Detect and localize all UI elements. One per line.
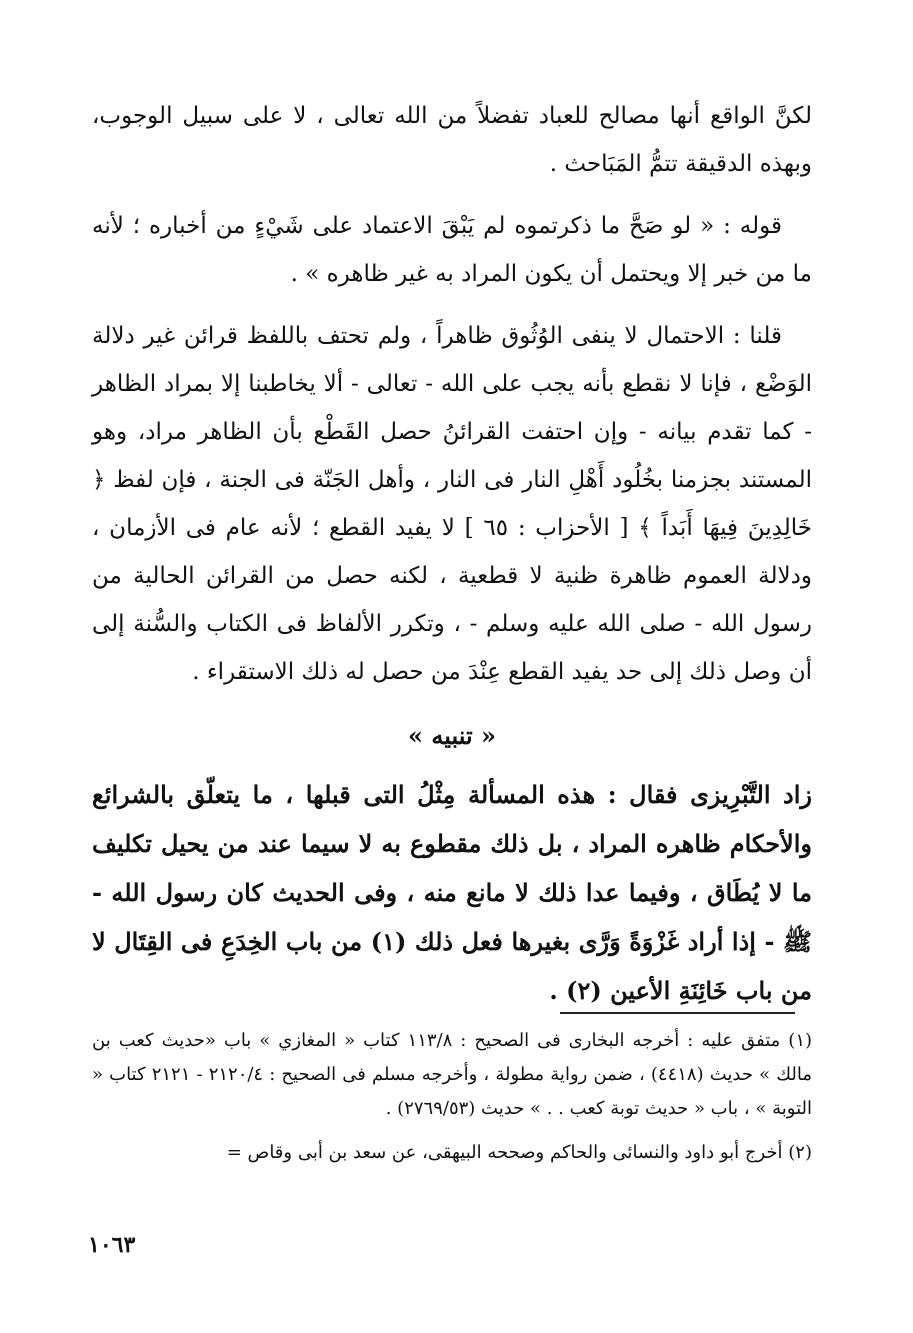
paragraph-intro: لكنَّ الواقع أنها مصالح للعباد تفضلاً من الله تعالى ، لا على سبيل الوجوب، وبهذه الدقيقة تتمُّ المَبَاحث . [92, 103, 812, 177]
footnote-2: (٢) أخرج أبو داود والنسائى والحاكم وصححه البيهقى، عن سعد بن أبى وقاص = [226, 1142, 812, 1163]
paragraph-notice: زاد التَّبْرِيزى فقال : هذه المسألة مِثْلُ التى قبلها ، ما يتعلّق بالشرائع والأحكام ظاهره المراد ، بل ذلك مقطوع به لا سيما عند من يحيل تكليف ما لا يُطَاق ، وفيما عدا ذلك لا مانع منه ، وفى الحديث كان رسول الله - ﷺ - إذا أراد غَزْوَةً وَرَّى بغيرها فعل ذلك (١) من باب الخِدَعِ فى القِتَال لا من باب خَائِنَةِ الأعين (٢) . [92, 780, 812, 1005]
main-text [92, 92, 812, 1029]
footnotes [92, 1024, 812, 1180]
paragraph-response: قلنا : الاحتمال لا ينفى الوُثُوق ظاهراً ، ولم تحتف باللفظ قرائن غير دلالة الوَضْع ، فإنا لا نقطع بأنه يجب على الله - تعالى - ألا يخاطبنا إلا بمراد الظاهر - كما تقدم بيانه - وإن احتفت القرائنُ حصل القَطْع بأن الظاهر مراد، وهو المستند بجزمنا بخُلُود أَهْلِ النار فى النار ، وأهل الجَنّة فى الجنة ، فإن لفظ ﴿ خَالِدِينَ فِيهَا أَبَداً ﴾ [ الأحزاب : ٦٥ ] لا يفيد القطع ؛ لأنه عام فى الأزمان ، ودلالة العموم ظاهرة ظنية لا قطعية ، لكنه حصل من القرائن الحالية من رسول الله - صلى الله عليه وسلم - ، وتكرر الألفاظ فى الكتاب والسُّنة إلى أن وصل ذلك إلى حد يفيد القطع عِنْدَ من حصل له ذلك الاستقراء . [92, 323, 812, 685]
page-number: ١٠٦٣ [88, 1232, 136, 1258]
footnote-divider [560, 1012, 795, 1014]
paragraph-objection: قوله : « لو صَحَّ ما ذكرتموه لم يَبْقَ الاعتماد على شَيْءٍ من أخباره ؛ لأنه ما من خبر إلا ويحتمل أن يكون المراد به غير ظاهره » . [92, 213, 812, 287]
footnote-1: (١) متفق عليه : أخرجه البخارى فى الصحيح : ١١٣/٨ كتاب « المغازي » باب «حديث كعب بن مالك » حديث (٤٤١٨) ، ضمن رواية مطولة ، وأخرجه مسلم فى الصحيح : ٢١٢٠/٤ - ٢١٢١ كتاب « التوبة » ، باب « حديث توبة كعب . . » حديث (٢٧٦٩/٥٣) . [92, 1030, 813, 1119]
notice-heading: « تنبيه » [408, 721, 496, 750]
